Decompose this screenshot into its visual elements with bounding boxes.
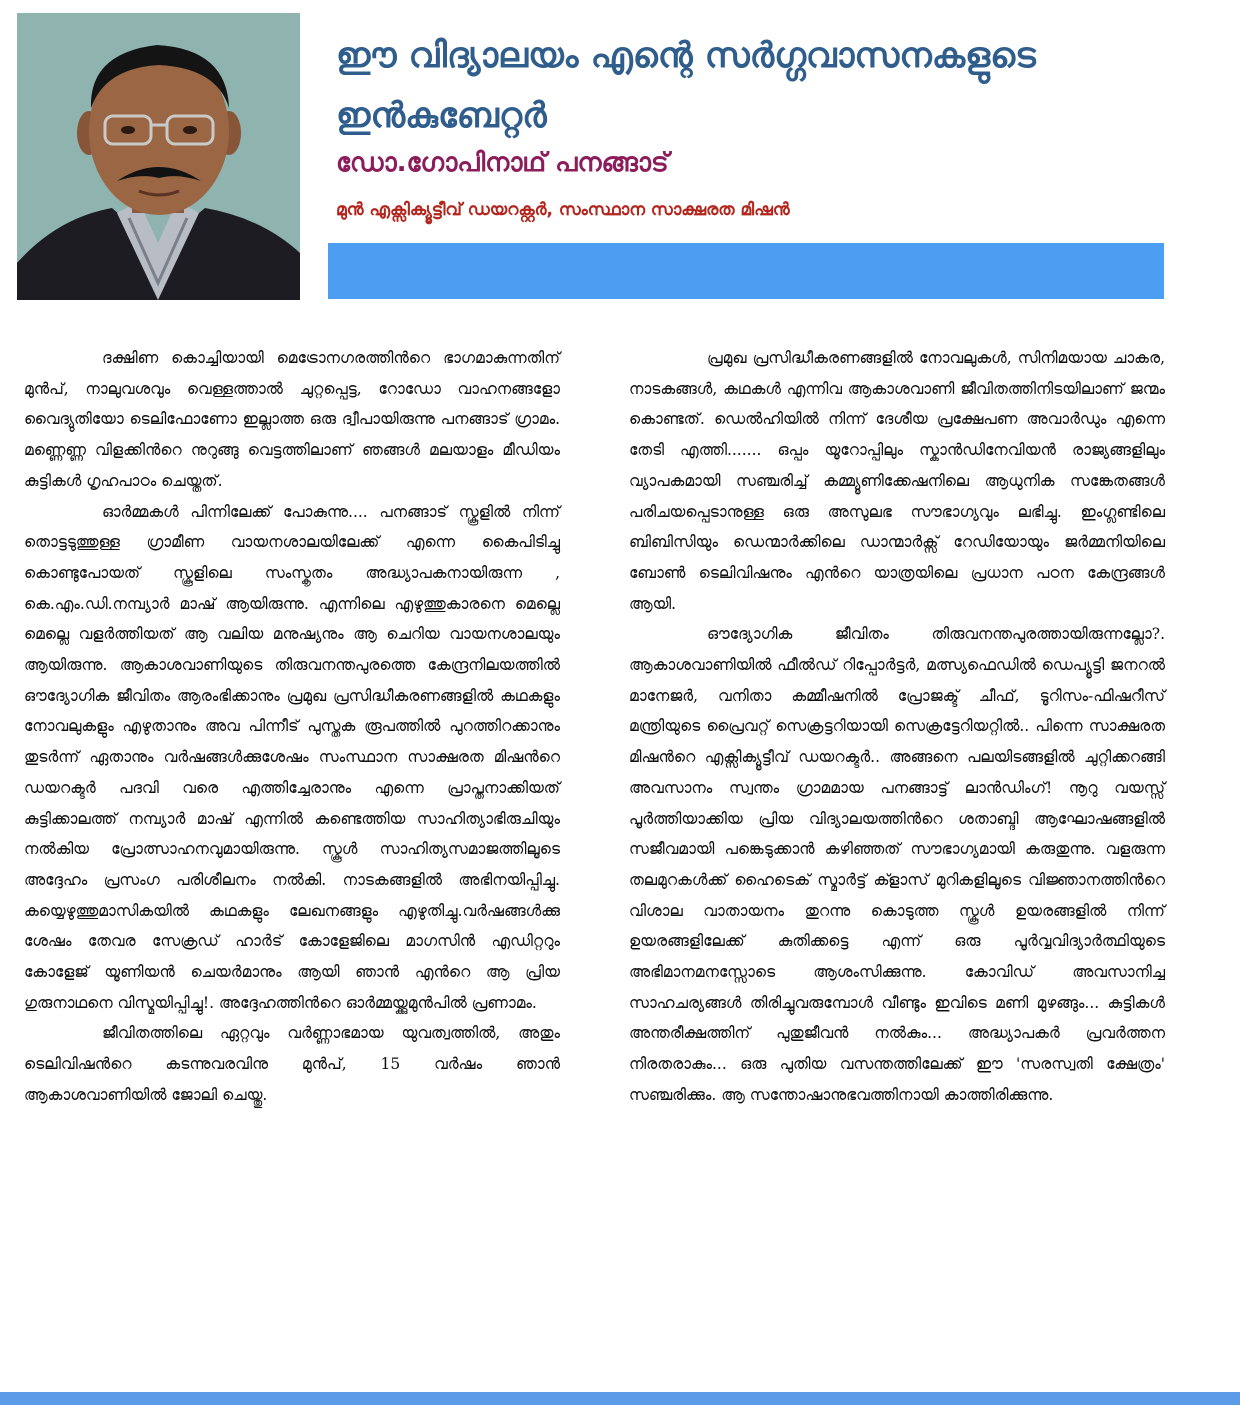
body-column-right (629, 343, 1165, 1111)
author-portrait-illustration (17, 13, 300, 300)
footer-bar (0, 1392, 1240, 1405)
author-name: ഡോ.ഗോപിനാഥ് പനങ്ങാട് (336, 148, 669, 178)
body-paragraph: പ്രമുഖ പ്രസിദ്ധീകരണങ്ങളിൽ നോവലുകൾ, സിനിമയായ ചാകര, നാടകങ്ങൾ, കഥകൾ എന്നിവ ആകാശവാണി ജീവിതത്തിനിടയിലാണ് ജന്മം കൊണ്ടത്. ഡെൽഹിയിൽ നിന്ന് ദേശീയ പ്രക്ഷേപണ അവാർഡും എന്നെ തേടി എത്തി....... ഒപ്പം യൂറോപ്പിലും സ്കാൻഡിനേവിയൻ രാജ്യങ്ങളിലും വ്യാപകമായി സഞ്ചരിച്ച് കമ്മ്യൂണിക്കേഷനിലെ ആധുനിക സങ്കേതങ്ങൾ പരിചയപ്പെടാനുള്ള ഒരു അസുലഭ സൗഭാഗ്യവും ലഭിച്ചു. ഇംഗ്ലണ്ടിലെ ബിബിസിയും ഡെന്മാർക്കിലെ ഡാന്മാർക്സ് റേഡിയോയും ജർമ്മനിയിലെ ബോൺ ടെലിവിഷനും എൻറെ യാത്രയിലെ പ്രധാന പഠന കേന്ദ്രങ്ങൾ ആയി. (629, 349, 1165, 613)
article-title: ഈ വിദ്യാലയം എന്റെ സർഗ്ഗവാസനകളുടെ ഇൻകുബേറ്റർ (336, 36, 1036, 136)
header-accent-bar (328, 243, 1164, 299)
author-designation: മുൻ എക്സിക്യൂട്ടീവ് ഡയറക്റ്റർ, സംസ്ഥാന സാക്ഷരത മിഷൻ (336, 200, 790, 220)
body-paragraph: ദക്ഷിണ കൊച്ചിയായി മെട്രോനഗരത്തിൻറെ ഭാഗമാകുന്നതിന് മുൻപ്, നാലുവശവും വെള്ളത്താൽ ചുറ്റപ്പെട്ട, റോഡോ വാഹനങ്ങളോ വൈദ്യുതിയോ ടെലിഫോണോ ഇല്ലാത്ത ഒരു ദ്വീപായിരുന്നു പനങ്ങാട് ഗ്രാമം. മണ്ണെണ്ണ വിളക്കിൻറെ നുറുങ്ങു വെട്ടത്തിലാണ് ഞങ്ങൾ മലയാളം മീഡിയം കുട്ടികൾ ഗൃഹപാഠം ചെയ്തത്. (24, 349, 560, 490)
body-paragraph: ഔദ്യോഗിക ജീവിതം തിരുവനന്തപുരത്തായിരുന്നല്ലോ?. ആകാശവാണിയിൽ ഫീൽഡ് റിപ്പോർട്ടർ, മത്സ്യഫെഡിൽ ഡെപ്യൂട്ടി ജനറൽ മാനേജർ, വനിതാ കമ്മീഷനിൽ പ്രോജക്ട് ചീഫ്, ടൂറിസം-ഫിഷറീസ് മന്ത്രിയുടെ പ്രൈവറ്റ് സെക്രട്ടറിയായി സെക്രട്ടേറിയറ്റിൽ.. പിന്നെ സാക്ഷരത മിഷൻറെ എക്സിക്യൂട്ടീവ് ഡയറക്ടർ.. അങ്ങനെ പലയിടങ്ങളിൽ ചുറ്റിക്കറങ്ങി അവസാനം സ്വന്തം ഗ്രാമമായ പനങ്ങാട്ട് ലാൻഡിംഗ്! നൂറു വയസ്സ് പൂർത്തിയാക്കിയ പ്രിയ വിദ്യാലയത്തിൻറെ ശതാബ്ദി ആഘോഷങ്ങളിൽ സജീവമായി പങ്കെടുക്കാൻ കഴിഞ്ഞത് സൗഭാഗ്യമായി കരുതുന്നു. വളരുന്ന തലമുറകൾക്ക് ഹൈടെക് സ്മാർട്ട് ക്ളാസ് മുറികളിലൂടെ വിജ്ഞാനത്തിൻറെ വിശാല വാതായനം തുറന്നു കൊടുത്ത സ്കൂൾ ഉയരങ്ങളിൽ നിന്ന് ഉയരങ്ങളിലേക്ക് കുതിക്കട്ടെ എന്ന് ഒരു പൂർവ്വവിദ്യാർത്ഥിയുടെ അഭിമാനമനസ്സോടെ ആശംസിക്കുന്നു. കോവിഡ് അവസാനിച്ച സാഹചര്യങ്ങൾ തിരിച്ചുവരുമ്പോൾ വീണ്ടും ഇവിടെ മണി മുഴങ്ങും... കുട്ടികൾ അന്തരീക്ഷത്തിന് പുതുജീവൻ നൽകും... അദ്ധ്യാപകർ പ്രവർത്തന നിരതരാകും... ഒരു പുതിയ വസന്തത്തിലേക്ക് ഈ 'സരസ്വതി ക്ഷേത്രം' സഞ്ചരിക്കും. ആ സന്തോഷാനുഭവത്തിനായി കാത്തിരിക്കുന്നു. (629, 625, 1165, 1104)
body-paragraph: ഓർമ്മകൾ പിന്നിലേക്ക് പോകുന്നു.... പനങ്ങാട് സ്കൂളിൽ നിന്ന് തൊട്ടടുത്തുള്ള ഗ്രാമീണ വായനശാലയിലേക്ക് എന്നെ കൈപിടിച്ചു കൊണ്ടുപോയത് സ്കൂളിലെ സംസ്കൃതം അദ്ധ്യാപകനായിരുന്ന , കെ.എം.ഡി.നമ്പ്യാർ മാഷ് ആയിരുന്നു. എന്നിലെ എഴുത്തുകാരനെ മെല്ലെ മെല്ലെ വളർത്തിയത് ആ വലിയ മനുഷ്യനും ആ ചെറിയ വായനശാലയും ആയിരുന്നു. ആകാശവാണിയുടെ തിരുവനന്തപുരത്തെ കേന്ദ്രനിലയത്തിൽ ഔദ്യോഗിക ജീവിതം ആരംഭിക്കാനും പ്രമുഖ പ്രസിദ്ധീകരണങ്ങളിൽ കഥകളും നോവലുകളും എഴുതാനും അവ പിന്നീട് പുസ്തക രൂപത്തിൽ പുറത്തിറക്കാനും തുടർന്ന് ഏതാനും വർഷങ്ങൾക്കുശേഷം സംസ്ഥാന സാക്ഷരത മിഷൻറെ ഡയറക്ടർ പദവി വരെ എത്തിച്ചേരാനും എന്നെ പ്രാപ്തനാക്കിയത് കുട്ടിക്കാലത്ത് നമ്പ്യാർ മാഷ് എന്നിൽ കണ്ടെത്തിയ സാഹിത്യാഭിരുചിയും നൽകിയ പ്രോത്സാഹനവുമായിരുന്നു. സ്കൂൾ സാഹിത്യസമാജത്തിലൂടെ അദ്ദേഹം പ്രസംഗ പരിശീലനം നൽകി. നാടകങ്ങളിൽ അഭിനയിപ്പിച്ചു. കയ്യെഴുത്തുമാസികയിൽ കഥകളും ലേഖനങ്ങളും എഴുതിച്ചു.വർഷങ്ങൾക്കു ശേഷം തേവര സേക്രഡ് ഹാർട് കോളേജിലെ മാഗസിൻ എഡിറ്ററും കോളേജ് യൂണിയൻ ചെയർമാനും ആയി ഞാൻ എൻറെ ആ പ്രിയ ഗുരുനാഥനെ വിസ്മയിപ്പിച്ചു!. അദ്ദേഹത്തിൻറെ ഓർമ്മയ്ക്കുമുൻപിൽ പ്രണാമം. (24, 502, 560, 1012)
author-photo (17, 13, 300, 300)
body-paragraph: ജീവിതത്തിലെ ഏറ്റവും വർണ്ണാഭമായ യുവത്വത്തിൽ, അതും ടെലിവിഷൻറെ കടന്നുവരവിനു മുൻപ്, 15 വർഷം ഞാൻ ആകാശവാണിയിൽ ജോലി ചെയ്തു. (24, 1024, 560, 1104)
body-column-left (24, 343, 560, 1111)
